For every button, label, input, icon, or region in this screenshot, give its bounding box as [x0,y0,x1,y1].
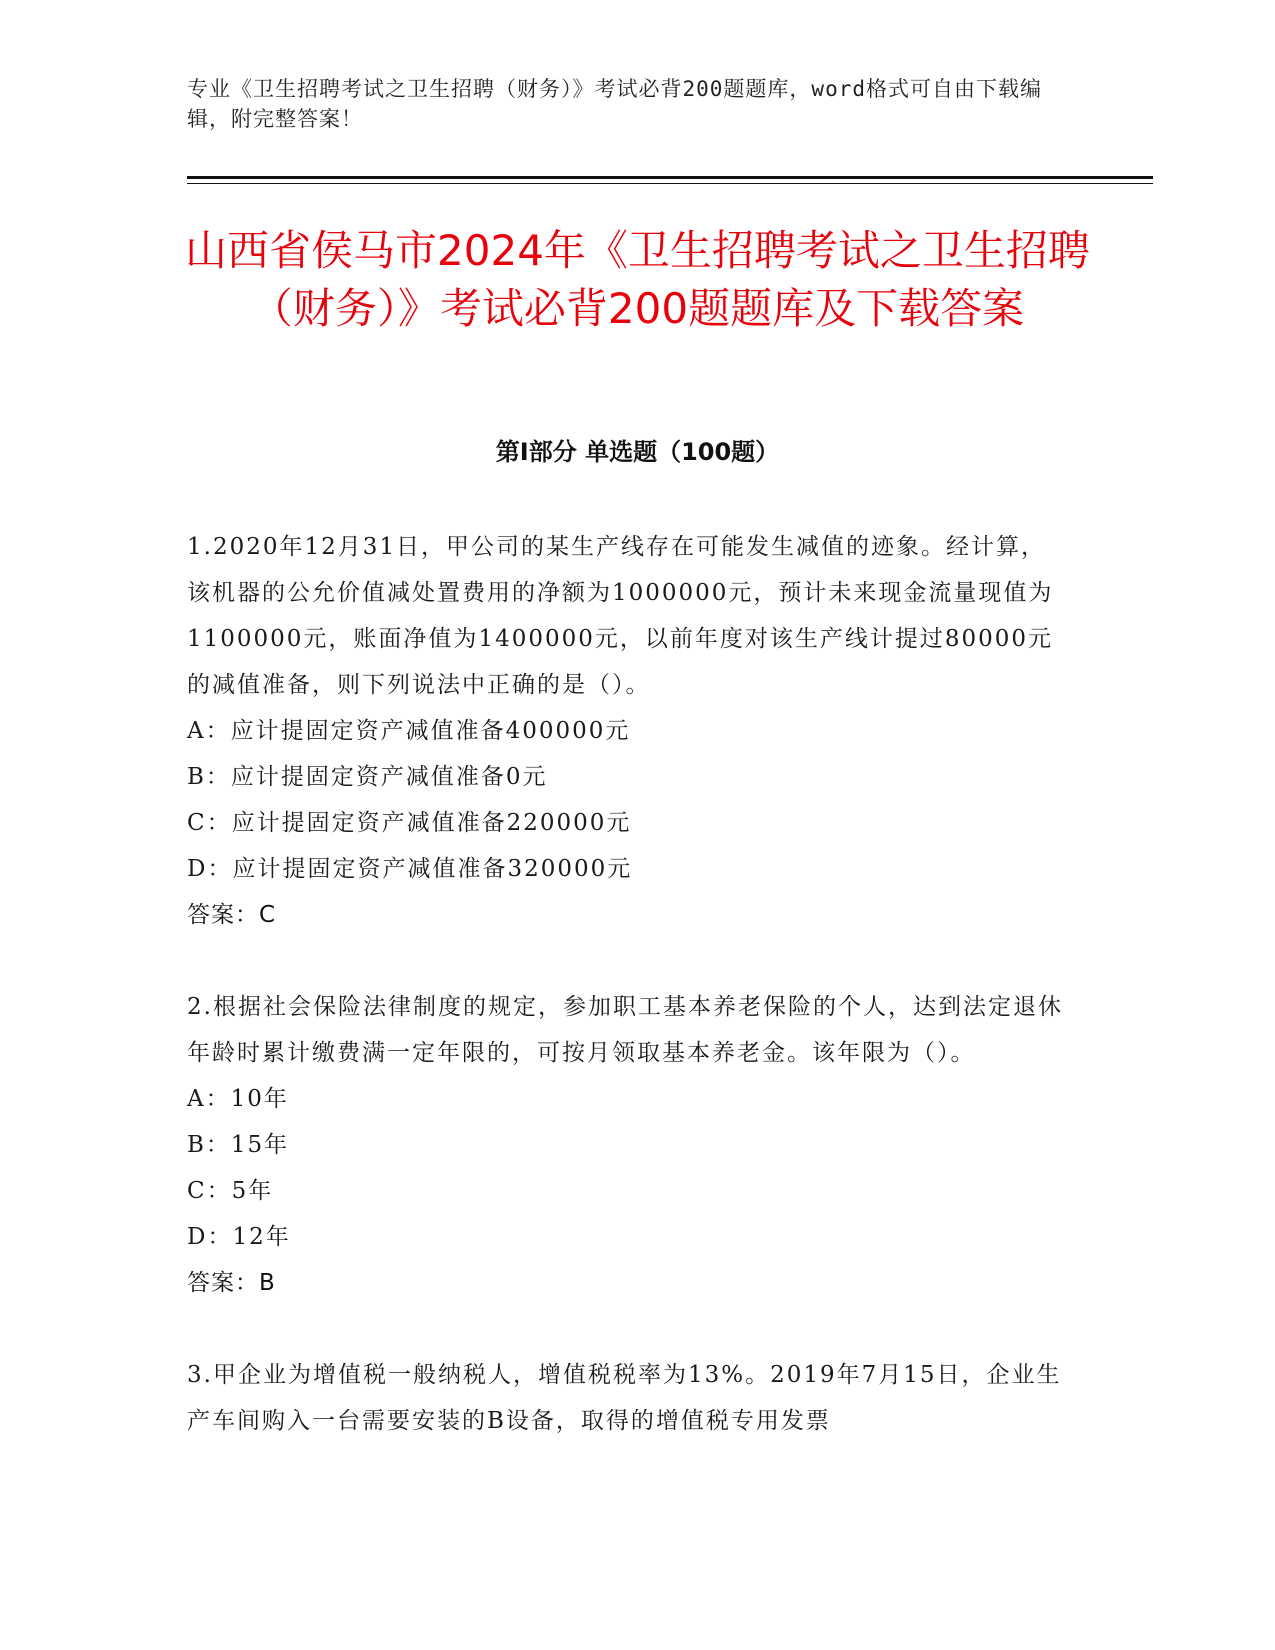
question-stem: 3.甲企业为增值税一般纳税人，增值税税率为13%。2019年7月15日，企业生产车间购入一台需要安装的B设备，取得的增值税专用发票 [187,1362,1062,1434]
header-divider-thick [187,176,1153,179]
option-c: C：5年 [187,1178,274,1204]
option-d: D：应计提固定资产减值准备320000元 [187,856,633,882]
option-d: D：12年 [187,1224,291,1250]
answer-line: 答案：C [187,902,277,928]
question-list [187,524,1067,1490]
question-stem: 2.根据社会保险法律制度的规定，参加职工基本养老保险的个人，达到法定退休年龄时累计缴费满一定年限的，可按月领取基本养老金。该年限为（）。 [187,994,1063,1066]
option-c: C：应计提固定资产减值准备220000元 [187,810,632,836]
question-3 [187,1352,1067,1444]
header-note: 专业《卫生招聘考试之卫生招聘（财务）》考试必背200题题库，word格式可自由下载编辑，附完整答案！ [187,77,1042,131]
option-b: B：15年 [187,1132,290,1158]
option-b: B：应计提固定资产减值准备0元 [187,764,548,790]
section-heading: 第Ⅰ部分 单选题（100题） [495,438,780,466]
question-stem: 1.2020年12月31日，甲公司的某生产线存在可能发生减值的迹象。经计算，该机器的公允价值减处置费用的净额为1000000元，预计未来现金流量现值为1100000元，账面净值为1400000元，以前年度对该生产线计提过80000元的减值准备，则下列说法中正确的是（）。 [187,534,1054,698]
answer-line: 答案：B [187,1270,276,1296]
header-divider-thin [187,183,1153,184]
question-2 [187,984,1067,1306]
question-1 [187,524,1067,938]
option-a: A：10年 [187,1086,289,1112]
document-title: 山西省侯马市2024年《卫生招聘考试之卫生招聘（财务）》考试必背200题题库及下载答案 [185,226,1090,333]
option-a: A：应计提固定资产减值准备400000元 [187,718,631,744]
